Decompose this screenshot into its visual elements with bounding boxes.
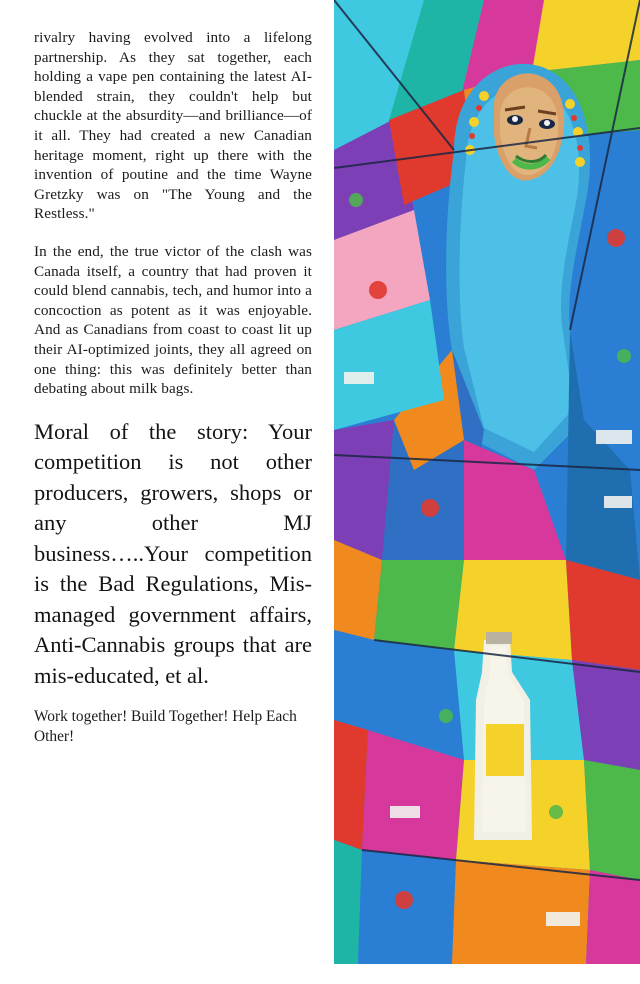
moral-statement: Moral of the story: Your competition is not other producers, growers, shops or any other MJ business…..Your competition is the Bad Regulations, Mis-managed government affairs, Anti-Cannabis groups that are mis-educated, et al.	[34, 418, 312, 688]
artwork-svg	[334, 0, 640, 964]
text-column	[34, 28, 312, 958]
body-paragraph-2: In the end, the true victor of the clash was Canada itself, a country that had proven it could blend cannabis, tech, and humor into a concoction as potent as it was enjoyable. And as Canadians from coast to coast lit up their AI-optimized joints, they all agreed on one thing: this was definitely better than debating about milk bags.	[34, 242, 312, 398]
body-paragraph-1: rivalry having evolved into a lifelong partnership. As they sat together, each holding a vape pen containing the latest AI-blended strain, they couldn't help but chuckle at the absurdity—and brilliance—of it all. They had created a new Canadian heritage moment, right up there with the invention of poutine and the time Wayne Gretzky was on "The Young and the Restless."	[34, 29, 312, 223]
artwork-image	[334, 0, 640, 964]
closing-call-to-action: Work together! Build Together! Help Each Other!	[34, 708, 297, 746]
